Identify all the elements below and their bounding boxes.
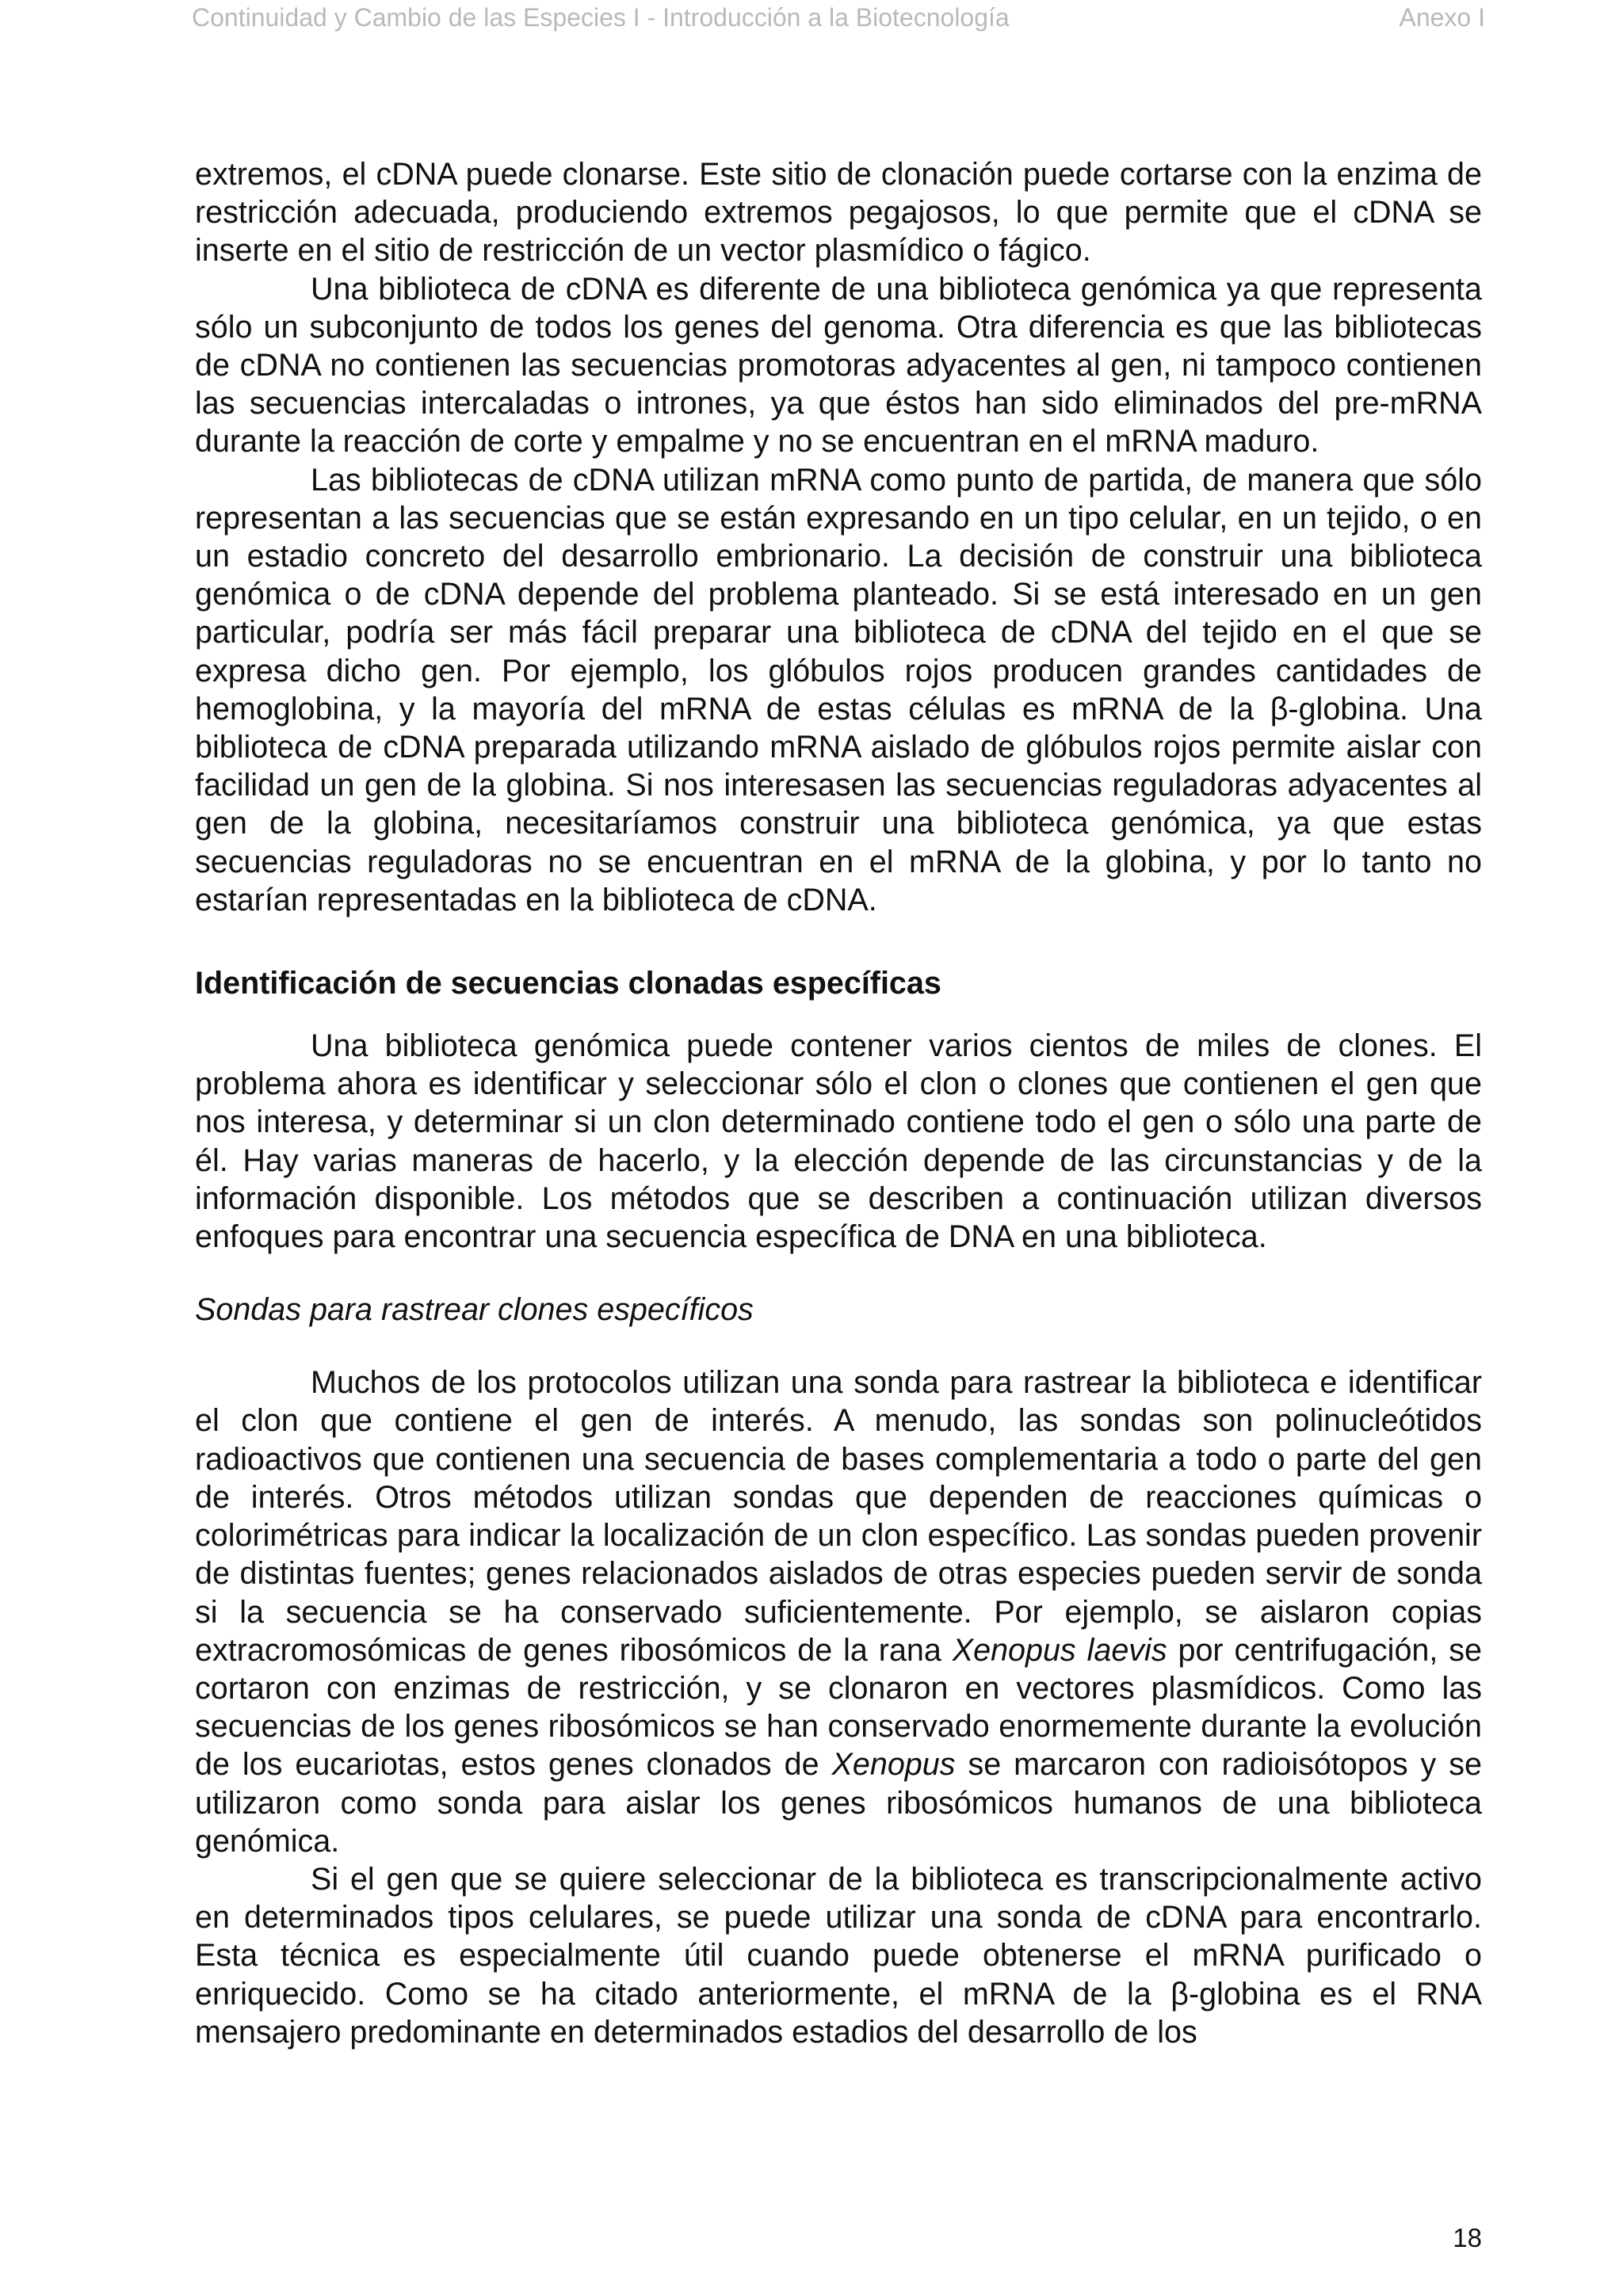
paragraph-5 — [195, 1363, 1482, 1860]
paragraph-2: Una biblioteca de cDNA es diferente de una biblioteca genómica ya que representa sólo un subconjunto de todos los genes del genoma. Otra diferencia es que las bibliotecas de cDNA no contienen las secuencias promotoras adyacentes al gen, ni tampoco contienen las secuencias intercaladas o intrones, ya que éstos han sido eliminados del pre-mRNA durante la reacción de corte y empalme y no se encuentran en el mRNA maduro. — [195, 271, 1482, 460]
genus-name: Xenopus — [831, 1747, 956, 1783]
header-section: Anexo I — [1399, 3, 1485, 32]
section-heading: Identificación de secuencias clonadas específicas — [195, 966, 941, 1001]
paragraph-1: extremos, el cDNA puede clonarse. Este sitio de clonación puede cortarse con la enzima de restricción adecuada, produciendo extremos pegajosos, lo que permite que el cDNA se inserte en el sitio de restricción de un vector plasmídico o fágico. — [195, 157, 1482, 269]
running-header — [192, 0, 1485, 35]
subsection-heading: Sondas para rastrear clones específicos — [195, 1292, 754, 1328]
paragraph-5-part-b: por centrifugación, se cortaron con enzimas de restricción, y se clonaron en vectores plasmídicos. Como las secuencias de los genes ribosómicos se han conservado enormemente durante la evolución de los eucariotas, estos genes clonados de — [195, 1632, 1482, 1783]
paragraph-3: Las bibliotecas de cDNA utilizan mRNA como punto de partida, de manera que sólo representan a las secuencias que se están expresando en un tipo celular, en un tejido, o en un estadio concreto del desarrollo embrionario. La decisión de construir una biblioteca genómica o de cDNA depende del problema planteado. Si se está interesado en un gen particular, podría ser más fácil preparar una biblioteca de cDNA del tejido en el que se expresa dicho gen. Por ejemplo, los glóbulos rojos producen grandes cantidades de hemoglobina, y la mayoría del mRNA de estas células es mRNA de la β-globina. Una biblioteca de cDNA preparada utilizando mRNA aislado de glóbulos rojos permite aislar con facilidad un gen de la globina. Si nos interesasen las secuencias reguladoras adyacentes al gen de la globina, necesitaríamos construir una biblioteca genómica, ya que estas secuencias reguladoras no se encuentran en el mRNA de la globina, y por lo tanto no estarían representadas en la biblioteca de cDNA. — [195, 462, 1482, 917]
paragraph-4: Una biblioteca genómica puede contener varios cientos de miles de clones. El problema ahora es identificar y seleccionar sólo el clon o clones que contienen el gen que nos interesa, y determinar si un clon determinado contiene todo el gen o sólo una parte de él. Hay varias maneras de hacerlo, y la elección depende de las circunstancias y de la información disponible. Los métodos que se describen a continuación utilizan diversos enfoques para encontrar una secuencia específica de DNA en una biblioteca. — [195, 1028, 1482, 1255]
paragraph-5-part-c: se marcaron con radioisótopos y se utilizaron como sonda para aislar los genes ribosómicos humanos de una biblioteca genómica. — [195, 1747, 1482, 1859]
paragraph-5-part-a: Muchos de los protocolos utilizan una sonda para rastrear la biblioteca e identificar el clon que contiene el gen de interés. A menudo, las sondas son polinucleótidos radioactivos que contienen una secuencia de bases complementaria a todo o parte del gen de interés. Otros métodos utilizan sondas que dependen de reacciones químicas o colorimétricas para indicar la localización de un clon específico. Las sondas pueden provenir de distintas fuentes; genes relacionados aislados de otras especies pueden servir de sonda si la secuencia se ha conservado suficientemente. Por ejemplo, se aislaron copias extracromosómicas de genes ribosómicos de la rana — [195, 1365, 1482, 1668]
header-title: Continuidad y Cambio de las Especies I - Introducción a la Biotecnología — [192, 3, 1010, 32]
page-content — [195, 155, 1482, 2051]
species-name: Xenopus laevis — [952, 1632, 1167, 1668]
paragraph-6: Si el gen que se quiere seleccionar de la biblioteca es transcripcionalmente activo en determinados tipos celulares, se puede utilizar una sonda de cDNA para encontrarlo. Esta técnica es especialmente útil cuando puede obtenerse el mRNA purificado o enriquecido. Como se ha citado anteriormente, el mRNA de la β-globina es el RNA mensajero predominante en determinados estadios del desarrollo de los — [195, 1861, 1482, 2050]
page-number: 18 — [1453, 2223, 1482, 2252]
